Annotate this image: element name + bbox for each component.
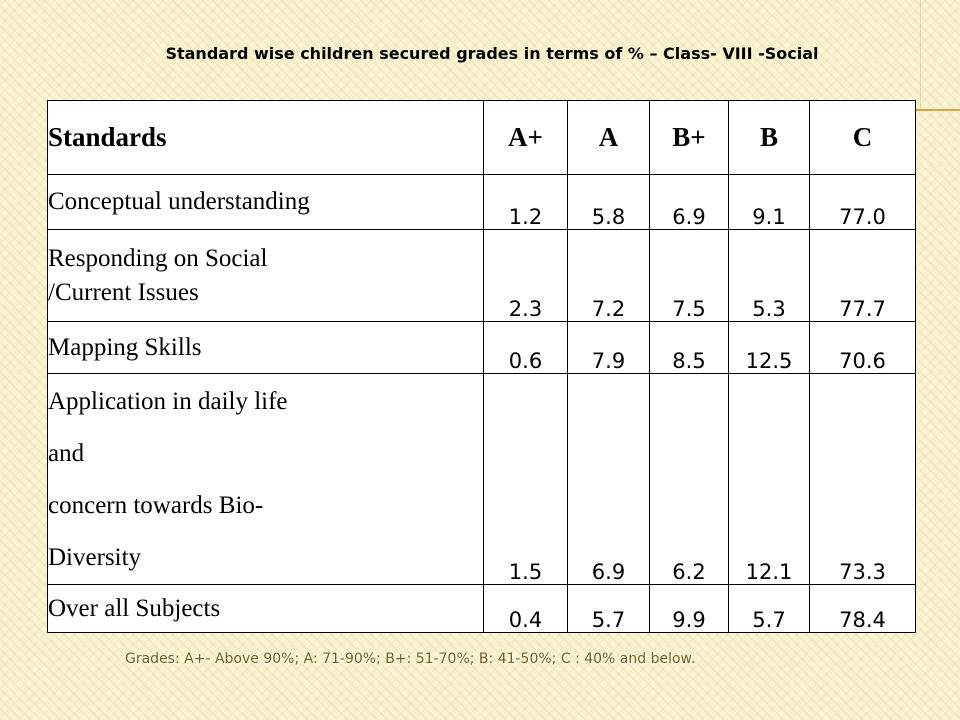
cell-a-plus: 2.3 <box>484 230 568 322</box>
row-label: Mapping Skills <box>48 322 484 374</box>
cell-b: 12.1 <box>729 374 810 585</box>
grades-legend: Grades: A+- Above 90%; A: 71-90%; B+: 51-70%; B: 41-50%; C : 40% and below. <box>125 651 696 667</box>
row-label: Conceptual understanding <box>48 175 484 230</box>
cell-b-plus: 6.2 <box>650 374 729 585</box>
table-row <box>48 175 916 230</box>
cell-a-plus: 0.4 <box>484 585 568 633</box>
cell-a-plus: 1.2 <box>484 175 568 230</box>
cell-b: 12.5 <box>729 322 810 374</box>
header-row <box>48 101 916 175</box>
cell-a: 5.8 <box>568 175 650 230</box>
header-standards: Standards <box>48 101 484 175</box>
cell-c: 70.6 <box>810 322 916 374</box>
header-c: C <box>810 101 916 175</box>
row-label-line: Application in daily life <box>48 388 288 415</box>
cell-a: 5.7 <box>568 585 650 633</box>
header-b: B <box>729 101 810 175</box>
row-label-line: /Current Issues <box>48 278 199 306</box>
header-a: A <box>568 101 650 175</box>
grades-table <box>47 100 916 633</box>
table-row <box>48 322 916 374</box>
header-a-plus: A+ <box>484 101 568 175</box>
table-row <box>48 585 916 633</box>
row-label-line: and <box>48 440 85 467</box>
cell-b: 5.3 <box>729 230 810 322</box>
row-label: Over all Subjects <box>48 585 484 633</box>
header-b-plus: B+ <box>650 101 729 175</box>
cell-a: 7.9 <box>568 322 650 374</box>
cell-b-plus: 8.5 <box>650 322 729 374</box>
cell-c: 77.7 <box>810 230 916 322</box>
table-row <box>48 374 916 585</box>
cell-a: 7.2 <box>568 230 650 322</box>
cell-a-plus: 0.6 <box>484 322 568 374</box>
row-label <box>48 230 484 322</box>
cell-b: 9.1 <box>729 175 810 230</box>
table-row <box>48 230 916 322</box>
cell-c: 77.0 <box>810 175 916 230</box>
cell-c: 73.3 <box>810 374 916 585</box>
cell-b: 5.7 <box>729 585 810 633</box>
row-label <box>48 374 484 585</box>
cell-a: 6.9 <box>568 374 650 585</box>
cell-c: 78.4 <box>810 585 916 633</box>
cell-b-plus: 7.5 <box>650 230 729 322</box>
cell-a-plus: 1.5 <box>484 374 568 585</box>
row-label-line: Responding on Social <box>48 244 268 272</box>
row-label-line: Diversity <box>48 544 142 571</box>
slide-title: Standard wise children secured grades in terms of % – Class- VIII -Social <box>165 44 819 63</box>
cell-b-plus: 6.9 <box>650 175 729 230</box>
cell-b-plus: 9.9 <box>650 585 729 633</box>
row-label-line: concern towards Bio- <box>48 492 264 519</box>
